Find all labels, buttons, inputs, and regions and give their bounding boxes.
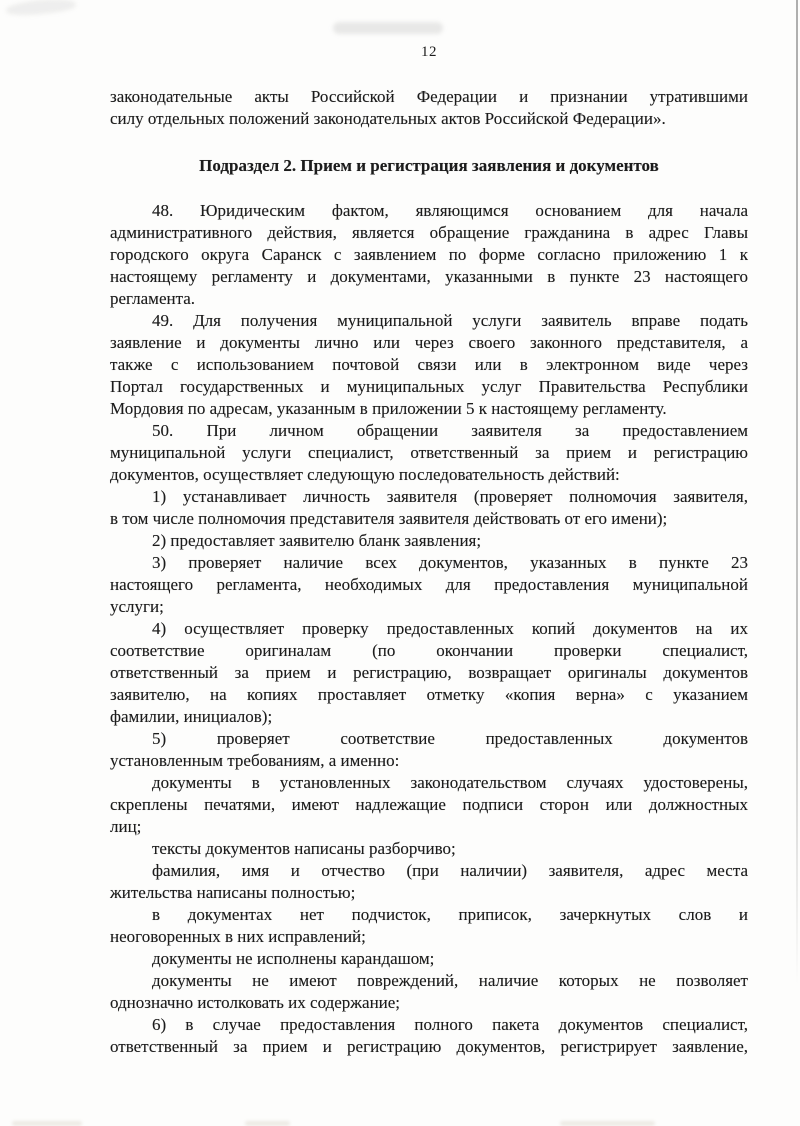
- text-line: также с использованием почтовой связи или в электронном виде через: [110, 355, 748, 374]
- text-line: 48. Юридическим фактом, являющимся основанием для начала: [152, 201, 748, 220]
- text-line: 49. Для получения муниципальной услуги заявитель вправе подать: [152, 311, 748, 330]
- paragraph: [110, 310, 748, 420]
- text-line: установленным требованиям, а именно:: [110, 751, 400, 770]
- scan-artifact-top-left: [5, 0, 76, 18]
- page-number: 12: [421, 44, 437, 60]
- text-line: фамилии, инициалов);: [110, 707, 273, 726]
- text-line: ответственный за прием и регистрацию документов, регистрирует заявление,: [110, 1037, 748, 1056]
- text-line: однозначно истолковать их содержание;: [110, 993, 401, 1012]
- text-line: ответственный за прием и регистрацию, возвращает оригиналы документов: [110, 663, 748, 682]
- paragraph: [110, 838, 748, 860]
- text-line: регламента.: [110, 289, 196, 308]
- paragraph: [110, 728, 748, 772]
- text-line: муниципальной услуги специалист, ответственный за прием и регистрацию: [110, 443, 748, 462]
- text-line: 5) проверяет соответствие предоставленных документов: [152, 729, 748, 748]
- text-line: законодательные акты Российской Федерации и признании утратившими: [110, 87, 748, 106]
- text-line: неоговоренных в них исправлений;: [110, 927, 366, 946]
- text-line: в том числе полномочия представителя заявителя действовать от его имени);: [110, 509, 668, 528]
- paragraph: [110, 772, 748, 838]
- document-content: [110, 86, 748, 1058]
- text-line: городского округа Саранск с заявлением по форме согласно приложению 1 к: [110, 245, 748, 264]
- text-line: документы в установленных законодательством случаях удостоверены,: [152, 773, 748, 792]
- text-line: 2) предоставляет заявителю бланк заявления;: [152, 531, 482, 550]
- paragraph: [110, 420, 748, 486]
- section-heading: [110, 155, 748, 177]
- paragraph: [110, 486, 748, 530]
- heading-line: Подраздел 2. Прием и регистрация заявления и документов: [199, 156, 659, 175]
- text-line: документов, осуществляет следующую последовательность действий:: [110, 465, 620, 484]
- text-line: силу отдельных положений законодательных актов Российской Федерации».: [110, 109, 666, 128]
- paragraph: [110, 904, 748, 948]
- text-line: документы не имеют повреждений, наличие которых не позволяет: [152, 971, 748, 990]
- text-line: Портал государственных и муниципальных услуг Правительства Республики: [110, 377, 748, 396]
- text-line: заявление и документы лично или через своего законного представителя, а: [110, 333, 748, 352]
- paragraph: [110, 860, 748, 904]
- text-line: 6) в случае предоставления полного пакета документов специалист,: [152, 1015, 748, 1034]
- text-line: Мордовия по адресам, указанным в приложении 5 к настоящему регламенту.: [110, 399, 667, 418]
- paragraph: [110, 948, 748, 970]
- text-line: 50. При личном обращении заявителя за предоставлением: [152, 421, 748, 440]
- text-line: тексты документов написаны разборчиво;: [152, 839, 456, 858]
- text-line: документы не исполнены карандашом;: [152, 949, 435, 968]
- text-line: настоящего регламента, необходимых для предоставления муниципальной: [110, 575, 748, 594]
- scan-artifact-bottom-2: [245, 1121, 290, 1126]
- text-line: 4) осуществляет проверку предоставленных копий документов на их: [152, 619, 748, 638]
- paragraph: [110, 552, 748, 618]
- scan-artifact-ghost-text: [333, 22, 443, 34]
- text-line: 3) проверяет наличие всех документов, указанных в пункте 23: [152, 553, 748, 572]
- text-line: скреплены печатями, имеют надлежащие подписи сторон или должностных: [110, 795, 748, 814]
- paragraph: [110, 618, 748, 728]
- text-line: жительства написаны полностью;: [110, 883, 356, 902]
- scan-artifact-vertical-line: [796, 0, 798, 985]
- paragraph: [110, 200, 748, 310]
- text-line: административного действия, является обращение гражданина в адрес Главы: [110, 223, 748, 242]
- paragraph: [110, 1014, 748, 1058]
- text-line: в документах нет подчисток, приписок, зачеркнутых слов и: [152, 905, 748, 924]
- text-line: лиц;: [110, 817, 142, 836]
- text-line: настоящему регламенту и документами, указанными в пункте 23 настоящего: [110, 267, 748, 286]
- scan-artifact-bottom-1: [12, 1121, 82, 1126]
- paragraph: [110, 530, 748, 552]
- paragraph: [110, 970, 748, 1014]
- text-line: заявителю, на копиях проставляет отметку «копия верна» с указанием: [110, 685, 748, 704]
- paragraph: [110, 86, 748, 130]
- text-line: соответствие оригиналам (по окончании проверки специалист,: [110, 641, 748, 660]
- text-line: услуги;: [110, 597, 164, 616]
- text-line: 1) устанавливает личность заявителя (проверяет полномочия заявителя,: [152, 487, 748, 506]
- text-line: фамилия, имя и отчество (при наличии) заявителя, адрес места: [152, 861, 748, 880]
- scan-artifact-bottom-3: [560, 1121, 655, 1126]
